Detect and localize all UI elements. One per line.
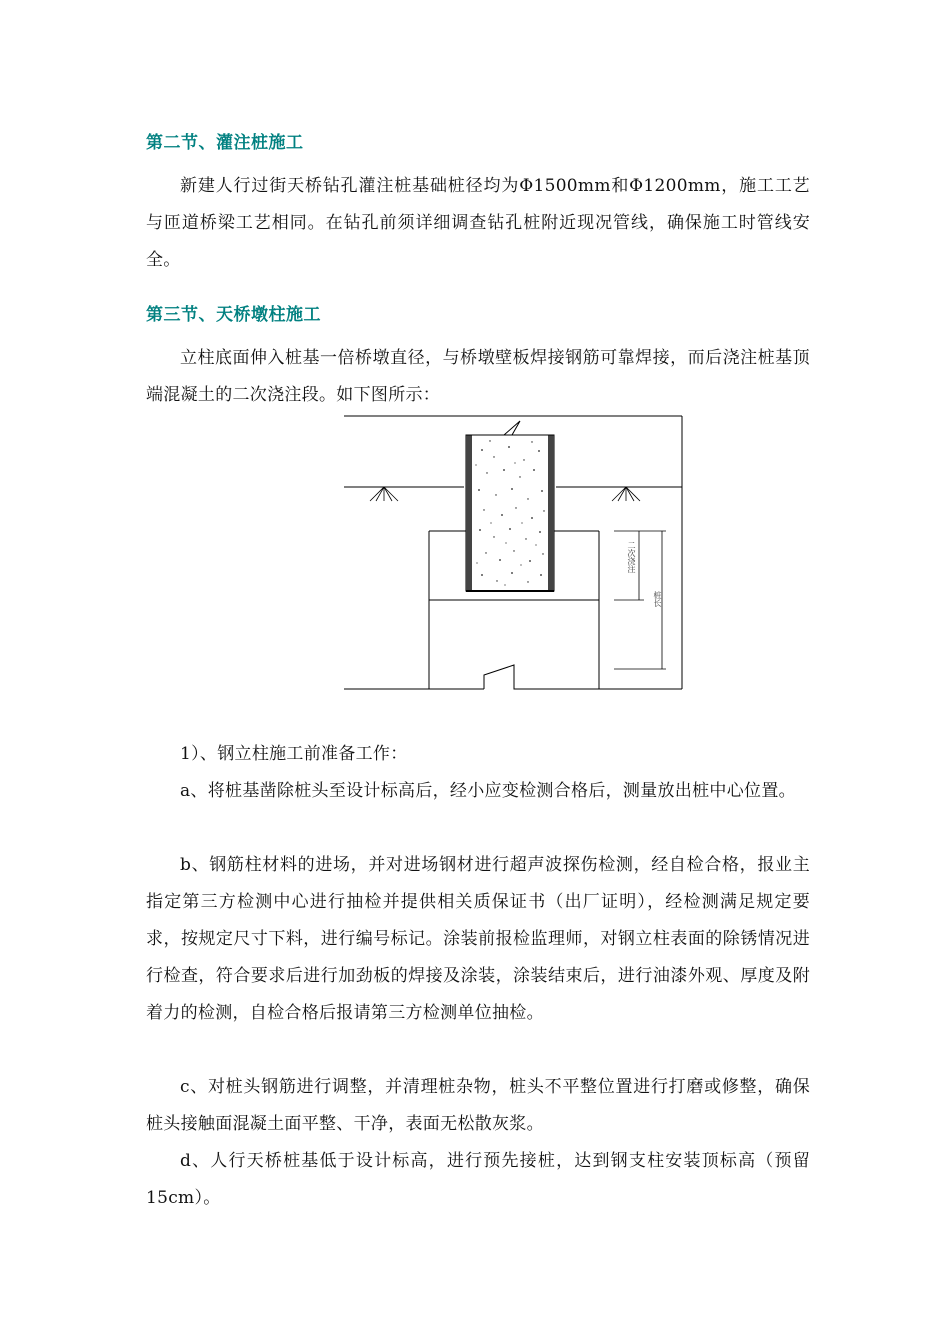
steel-column xyxy=(466,435,554,591)
list-item-c: c、对桩头钢筋进行调整，并清理桩杂物，桩头不平整位置进行打磨或修整，确保桩头接触面混凝土面平整、干净，表面无松散灰浆。 xyxy=(146,1077,810,1134)
pile-break-mark xyxy=(484,665,530,689)
list-item-b: b、钢筋柱材料的进场，并对进场钢材进行超声波探伤检测，经自检合格，报业主指定第三方检测中心进行抽检并提供相关质保证书（出厂证明），经检测满足规定要求，按规定尺寸下料，进行编号标记。涂装前报检监理师，对钢立柱表面的除锈情况进行检查，符合要求后进行加劲板的焊接及涂装，涂装结束后，进行油漆外观、厚度及附着力的检测，自检合格后报请第三方检测单位抽检。 xyxy=(146,855,810,1023)
ground-hatch-left xyxy=(370,487,398,501)
list-item-d: d、人行天桥桩基低于设计标高，进行预先接桩，达到钢支柱安装顶标高（预留15cm）。 xyxy=(146,1151,810,1208)
pile-length-label: 桩长 xyxy=(653,591,662,607)
list-heading: 1）、钢立柱施工前准备工作： xyxy=(180,744,408,764)
section-3-heading: 第三节、天桥墩柱施工 xyxy=(146,305,321,325)
column-wall-right xyxy=(548,435,554,591)
section-2-heading: 第二节、灌注桩施工 xyxy=(146,133,304,153)
secondary-pour-label: 二次浇注 xyxy=(627,541,636,573)
section-2-paragraph: 新建人行过街天桥钻孔灌注桩基础桩径均为Φ1500mm和Φ1200mm，施工工艺与匝道桥梁工艺相同。在钻孔前须详细调查钻孔桩附近现况管线，确保施工时管线安全。 xyxy=(146,176,810,270)
column-break-mark xyxy=(466,421,554,435)
section-3-paragraph: 立柱底面伸入桩基一倍桥墩直径，与桥墩壁板焊接钢筋可靠焊接，而后浇注桩基顶端混凝土的二次浇注段。如下图所示： xyxy=(146,348,810,405)
ground-hatch-right xyxy=(612,487,640,501)
pier-pile-diagram xyxy=(344,415,684,691)
list-item-a: a、将桩基凿除桩头至设计标高后，经小应变检测合格后，测量放出桩中心位置。 xyxy=(180,781,796,801)
column-wall-left xyxy=(466,435,472,591)
